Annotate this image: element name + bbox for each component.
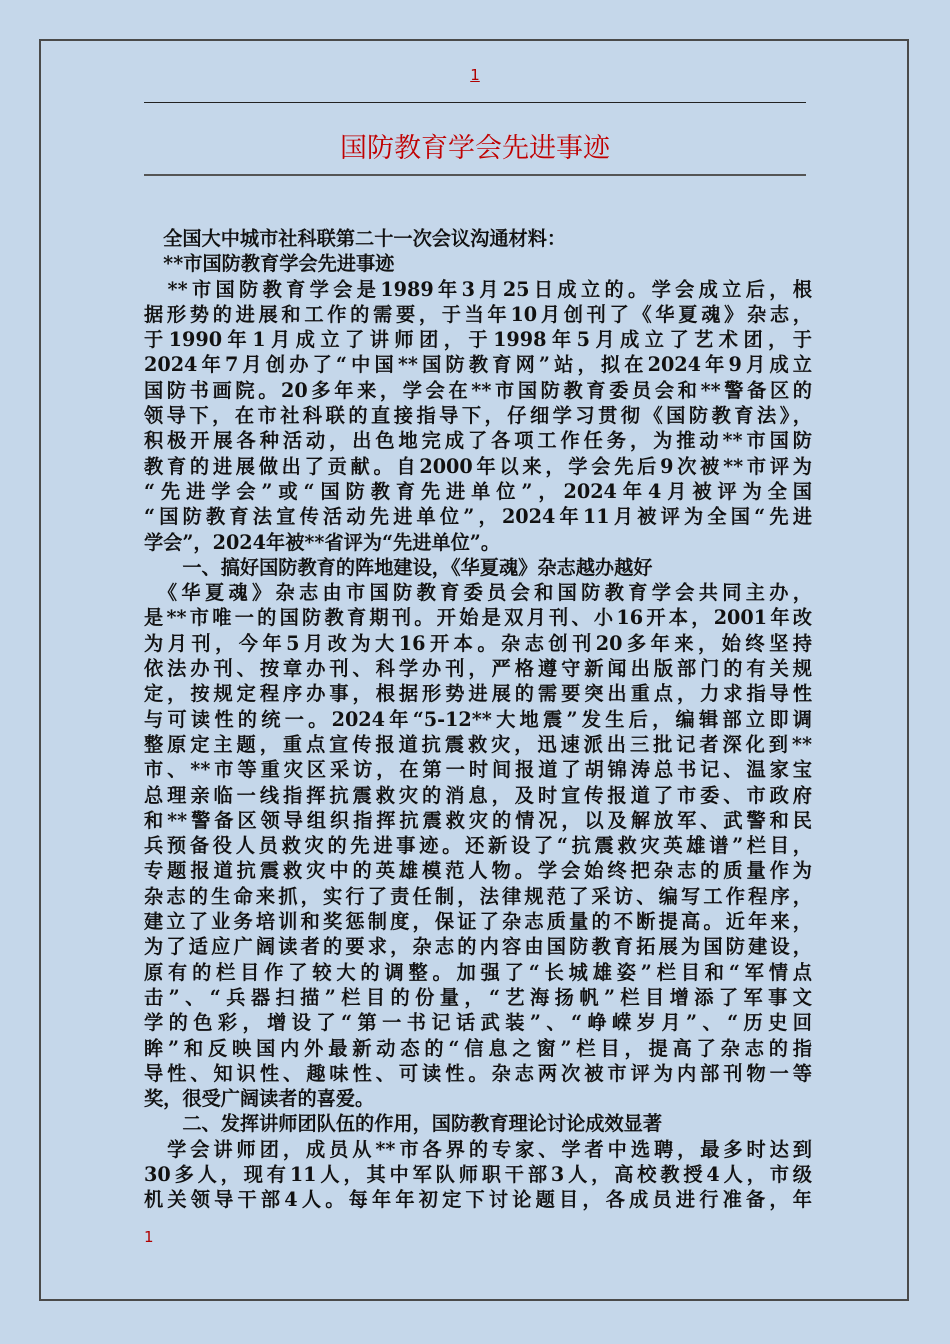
body-line: 眸”和反映国内外最新动态的“信息之窗”栏目，提高了杂志的指 (144, 1036, 812, 1060)
body-line: 市、**市等重灾区采访，在第一时间报道了胡锦涛总书记、温家宝 (144, 758, 812, 782)
body-line: “先进学会”或“国防教育先进单位”，2024年4月被评为全国 (144, 479, 812, 503)
body-line: 《华夏魂》杂志由市国防教育委员会和国防教育学会共同主办， (144, 581, 812, 605)
body-line: 导性、知识性、趣味性、可读性。杂志两次被市评为内部刊物一等 (144, 1061, 812, 1085)
body-line: 与可读性的统一。2024年“5-12**大地震”发生后，编辑部立即调 (144, 707, 812, 731)
body-line: 二、发挥讲师团队伍的作用，国防教育理论讨论成效显著 (144, 1112, 663, 1136)
document-body (144, 226, 812, 1213)
body-line: 学会讲师团，成员从**市各界的专家、学者中选聘，最多时达到 (144, 1137, 812, 1161)
body-line: 国防书画院。20多年来，学会在**市国防教育委员会和**警备区的 (144, 378, 812, 402)
body-line: 是**市唯一的国防教育期刊。开始是双月刊、小16开本，2001年改 (144, 606, 812, 630)
body-line: 据形势的进展和工作的需要，于当年10月创刊了《华夏魂》杂志， (144, 302, 812, 326)
document-title: 国防教育学会先进事迹 (340, 133, 610, 164)
body-line: 奖，很受广阔读者的喜爱。 (144, 1087, 375, 1111)
body-line: 为月刊，今年5月改为大16开本。杂志创刊20多年来，始终坚持 (144, 631, 812, 655)
body-line: 学会”，2024年被**省评为“先进单位”。 (144, 530, 501, 554)
body-line: **市国防教育学会是1989年3月25日成立的。学会成立后，根 (144, 277, 812, 301)
body-line: 整原定主题，重点宣传报道抗震救灾，迅速派出三批记者深化到** (144, 732, 812, 756)
body-line: “国防教育法宣传活动先进单位”，2024年11月被评为全国“先进 (144, 505, 812, 529)
body-line: 积极开展各种活动，出色地完成了各项工作任务，为推动**市国防 (144, 429, 812, 453)
body-line: 和**警备区领导组织指挥抗震救灾的情况，以及解放军、武警和民 (144, 808, 812, 832)
body-line: 总理亲临一线指挥抗震救灾的消息，及时宣传报道了市委、市政府 (144, 783, 812, 807)
body-line: 杂志的生命来抓，实行了责任制，法律规范了采访、编写工作程序， (144, 884, 812, 908)
footer-page-number: 1 (144, 1228, 154, 1246)
body-line: 教育的进展做出了贡献。自2000年以来，学会先后9次被**市评为 (144, 454, 812, 478)
body-line: 专题报道抗震救灾中的英雄模范人物。学会始终把杂志的质量作为 (144, 859, 812, 883)
body-line: 定，按规定程序办事，根据形势进展的需要突出重点，力求指导性 (144, 682, 812, 706)
body-line: 依法办刊、按章办刊、科学办刊，严格遵守新闻出版部门的有关规 (144, 657, 812, 681)
body-line: 于1990年1月成立了讲师团，于1998年5月成立了艺术团，于 (144, 328, 812, 352)
body-line: 原有的栏目作了较大的调整。加强了“长城雄姿”栏目和“军情点 (144, 960, 812, 984)
body-line: 为了适应广阔读者的要求，杂志的内容由国防教育拓展为国防建设， (144, 935, 812, 959)
header-page-number: 1 (470, 66, 480, 84)
body-line: 30多人，现有11人，其中军队师职干部3人，高校教授4人，市级 (144, 1162, 812, 1186)
body-line: 学的色彩，增设了“第一书记话武装”、“峥嵘岁月”、“历史回 (144, 1011, 812, 1035)
body-line: 一、搞好国防教育的阵地建设，《华夏魂》杂志越办越好 (144, 555, 653, 579)
body-line: 兵预备役人员救灾的先进事迹。还新设了“抗震救灾英雄谱”栏目， (144, 834, 812, 858)
body-line: 全国大中城市社科联第二十一次会议沟通材料： (144, 227, 567, 250)
title-rule (144, 174, 806, 176)
body-line: 领导下，在市社科联的直接指导下，仔细学习贯彻《国防教育法》， (144, 404, 812, 428)
body-line: **市国防教育学会先进事迹 (144, 252, 395, 276)
body-line: 2024年7月创办了“中国**国防教育网”站，拟在2024年9月成立 (144, 353, 812, 377)
header-rule (144, 102, 806, 103)
body-line: 建立了业务培训和奖惩制度，保证了杂志质量的不断提高。近年来， (144, 910, 812, 934)
body-line: 机关领导干部4人。每年年初定下讨论题目，各成员进行准备，年 (144, 1188, 812, 1212)
body-line: 击”、“兵器扫描”栏目的份量，“艺海扬帆”栏目增添了军事文 (144, 985, 812, 1009)
